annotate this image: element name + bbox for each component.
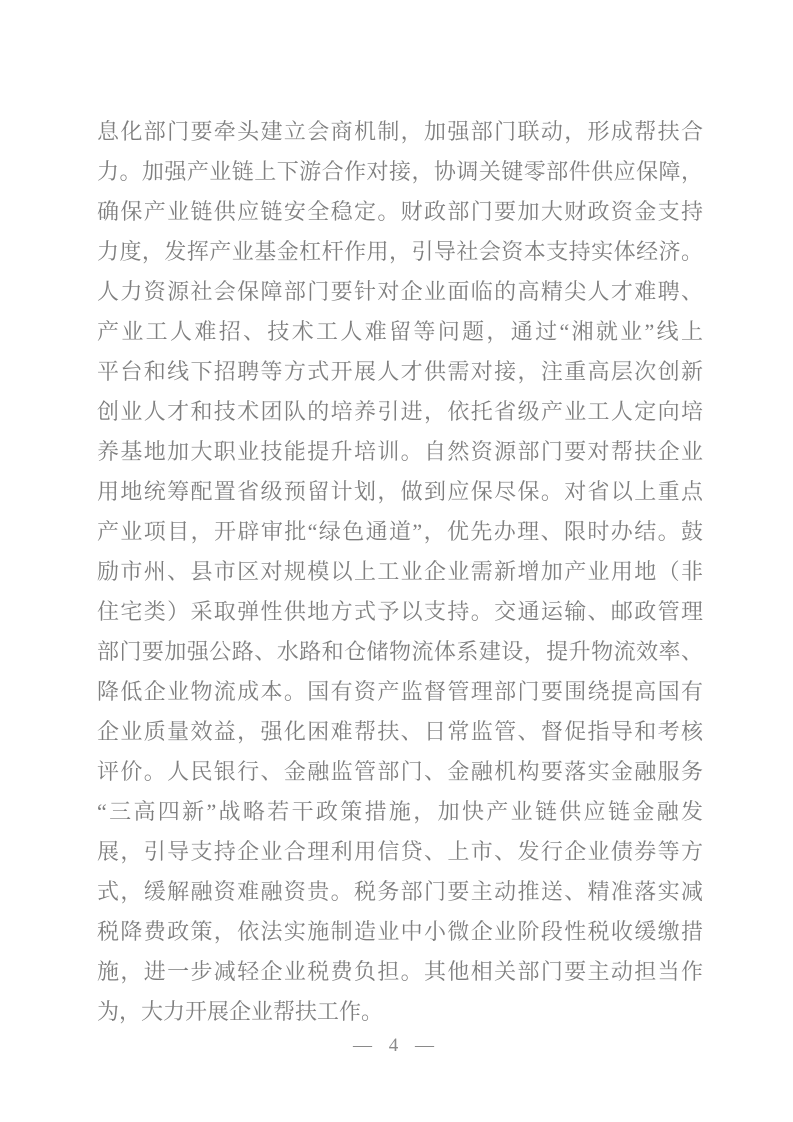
text-line: 产业项目，开辟审批“绿色通道”，优先办理、限时办结。鼓 — [97, 519, 703, 544]
text-line: 企业质量效益，强化困难帮扶、日常监管、督促指导和考核 — [97, 719, 703, 744]
text-line: 确保产业链供应链安全稳定。财政部门要加大财政资金支持 — [97, 199, 703, 224]
text-line: 评价。人民银行、金融监管部门、金融机构要落实金融服务 — [97, 759, 703, 784]
page-number: — 4 — — [353, 1035, 440, 1056]
text-line: “三高四新”战略若干政策措施，加快产业链供应链金融发 — [97, 799, 703, 824]
text-line: 平台和线下招聘等方式开展人才供需对接，注重高层次创新 — [97, 359, 703, 384]
text-line: 用地统筹配置省级预留计划，做到应保尽保。对省以上重点 — [97, 479, 703, 504]
text-line: 人力资源社会保障部门要针对企业面临的高精尖人才难聘、 — [97, 279, 703, 304]
text-line: 税降费政策，依法实施制造业中小微企业阶段性税收缓缴措 — [97, 919, 703, 944]
text-line: 住宅类）采取弹性供地方式予以支持。交通运输、邮政管理 — [97, 599, 703, 624]
text-line: 降低企业物流成本。国有资产监督管理部门要围绕提高国有 — [97, 679, 703, 704]
text-line: 展，引导支持企业合理利用信贷、上市、发行企业债券等方 — [97, 839, 703, 864]
text-line: 部门要加强公路、水路和仓储物流体系建设，提升物流效率、 — [97, 639, 703, 664]
text-line: 创业人才和技术团队的培养引进，依托省级产业工人定向培 — [97, 399, 703, 424]
text-line: 息化部门要牵头建立会商机制，加强部门联动，形成帮扶合 — [97, 119, 703, 144]
text-line: 产业工人难招、技术工人难留等问题，通过“湘就业”线上 — [97, 319, 703, 344]
text-line: 力度，发挥产业基金杠杆作用，引导社会资本支持实体经济。 — [97, 239, 703, 264]
text-line: 施，进一步减轻企业税费负担。其他相关部门要主动担当作 — [97, 959, 703, 984]
text-line: 养基地加大职业技能提升培训。自然资源部门要对帮扶企业 — [97, 439, 703, 464]
text-line: 为，大力开展企业帮扶工作。 — [97, 999, 384, 1024]
text-line: 式，缓解融资难融资贵。税务部门要主动推送、精准落实减 — [97, 879, 703, 904]
document-text-block — [97, 112, 703, 1032]
text-line: 力。加强产业链上下游合作对接，协调关键零部件供应保障， — [97, 159, 703, 184]
text-line: 励市州、县市区对规模以上工业企业需新增加产业用地（非 — [97, 559, 703, 584]
